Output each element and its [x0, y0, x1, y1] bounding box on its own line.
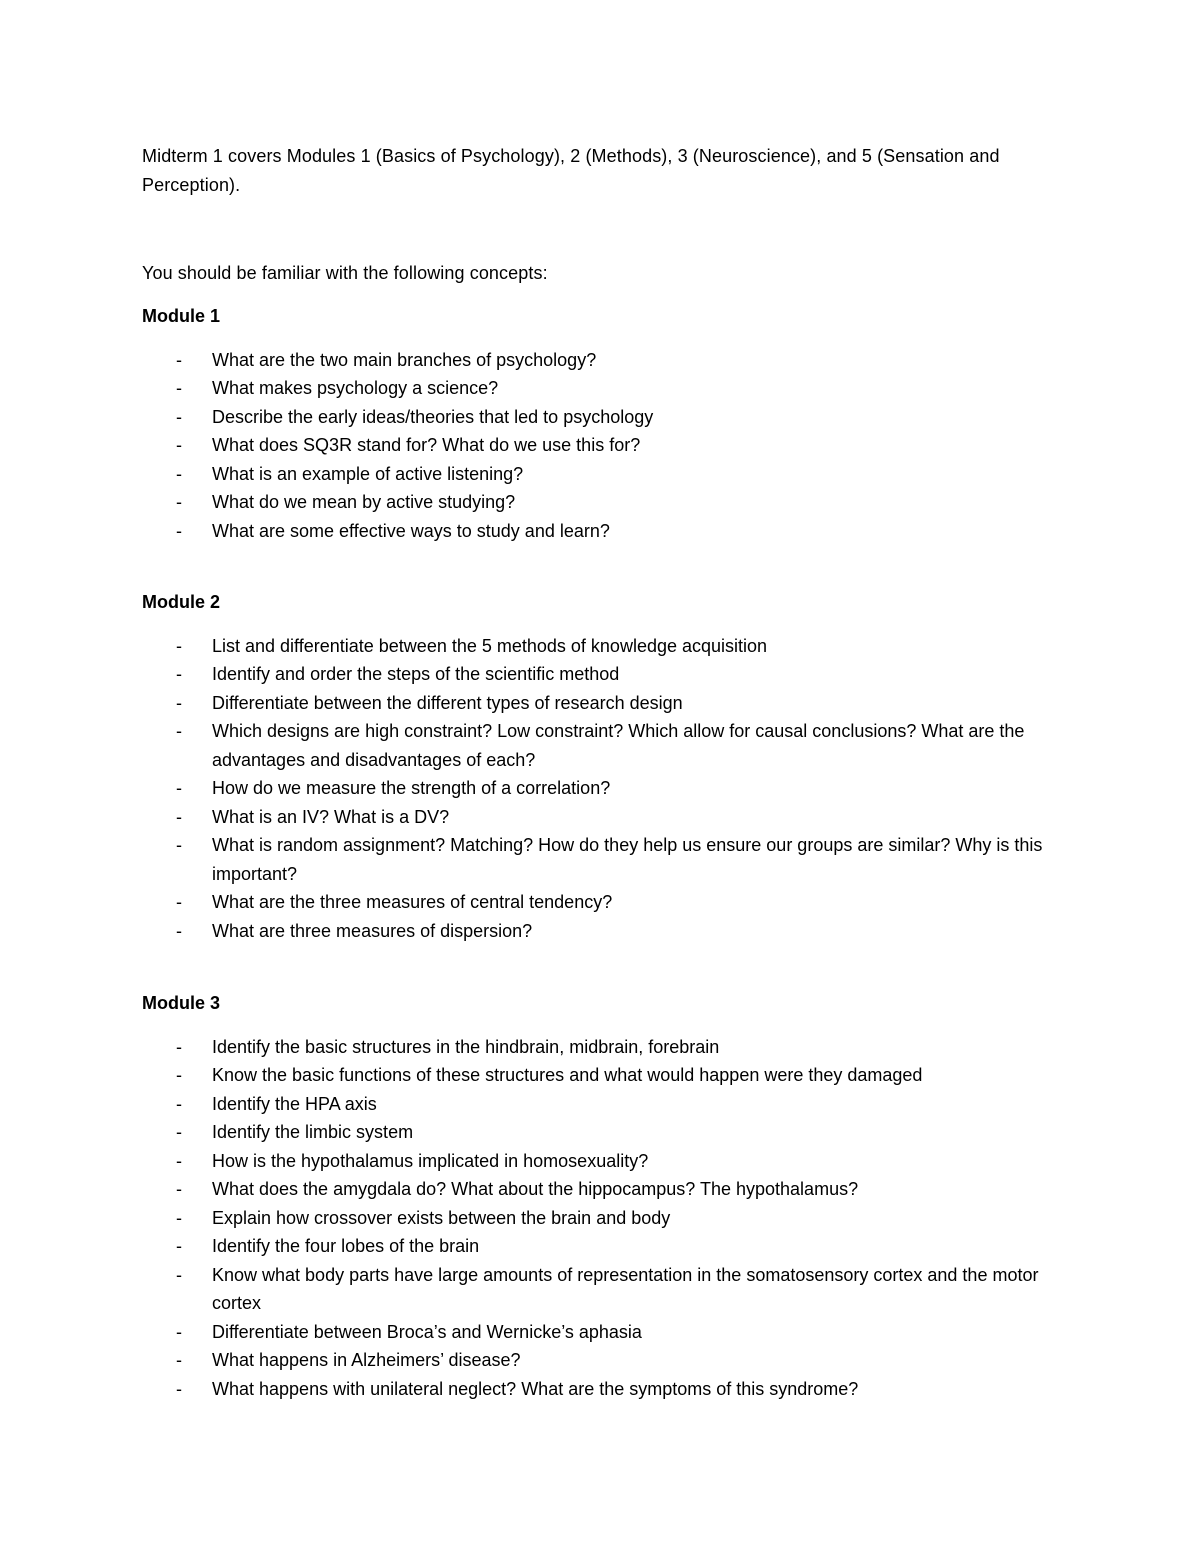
- list-item-text: Identify the basic structures in the hindbrain, midbrain, forebrain: [212, 1036, 720, 1057]
- list-item: [142, 917, 1062, 946]
- module-3-list: [142, 1033, 1062, 1404]
- list-item-text: What are the two main branches of psychology?: [212, 349, 597, 370]
- bullet-dash: -: [176, 1122, 182, 1142]
- list-item: [142, 1375, 1062, 1404]
- bullet-dash: -: [176, 435, 182, 455]
- list-item-text: How do we measure the strength of a correlation?: [212, 778, 611, 798]
- list-item: [142, 1118, 1062, 1147]
- list-item: [142, 1033, 1062, 1062]
- list-item: [142, 774, 1062, 803]
- list-item-text: Which designs are high constraint? Low constraint? Which allow for causal conclusions? What are the advantages and disadvantages of each?: [212, 721, 1025, 770]
- list-item: [142, 1147, 1062, 1176]
- list-item-text: What do we mean by active studying?: [212, 492, 516, 512]
- list-item: [142, 1175, 1062, 1204]
- module-3-section: [142, 989, 1062, 1403]
- module-1-heading: Module 1: [142, 306, 221, 326]
- bullet-dash: -: [176, 1350, 182, 1370]
- bullet-dash: -: [176, 835, 182, 855]
- list-item: [142, 374, 1062, 403]
- module-2-list: [142, 632, 1062, 946]
- list-item-text: What is random assignment? Matching? How do they help us ensure our groups are similar? Why is this important?: [212, 835, 1043, 884]
- list-item-text: How is the hypothalamus implicated in homosexuality?: [212, 1150, 649, 1171]
- bullet-dash: -: [176, 806, 182, 827]
- intro-paragraph: Midterm 1 covers Modules 1 (Basics of Psychology), 2 (Methods), 3 (Neuroscience), and 5 (Sensation and Perception).: [142, 146, 1000, 195]
- list-item: [142, 717, 1062, 774]
- list-item: [142, 517, 1062, 546]
- bullet-dash: -: [176, 664, 182, 684]
- bullet-dash: -: [176, 920, 182, 941]
- list-item: [142, 460, 1062, 489]
- bullet-dash: -: [176, 1207, 182, 1228]
- bullet-dash: -: [176, 1036, 182, 1057]
- module-2-section: [142, 588, 1062, 945]
- list-item: [142, 660, 1062, 689]
- bullet-dash: -: [176, 492, 182, 512]
- list-item: [142, 888, 1062, 917]
- list-item-text: What is an example of active listening?: [212, 463, 524, 484]
- list-item-text: Know the basic functions of these structures and what would happen were they damaged: [212, 1065, 923, 1085]
- list-item-text: What makes psychology a science?: [212, 378, 499, 398]
- list-item-text: What are three measures of dispersion?: [212, 920, 533, 941]
- list-item: [142, 431, 1062, 460]
- list-item: [142, 346, 1062, 375]
- bullet-dash: -: [176, 1236, 182, 1256]
- list-item-text: Identify the four lobes of the brain: [212, 1236, 480, 1256]
- list-item-text: Identify the HPA axis: [212, 1093, 377, 1114]
- bullet-dash: -: [176, 692, 182, 713]
- bullet-dash: -: [176, 1093, 182, 1114]
- list-item: [142, 1204, 1062, 1233]
- bullet-dash: -: [176, 721, 182, 741]
- bullet-dash: -: [176, 1179, 182, 1199]
- list-item-text: List and differentiate between the 5 methods of knowledge acquisition: [212, 635, 768, 656]
- module-2-heading: Module 2: [142, 592, 221, 612]
- module-3-heading: Module 3: [142, 993, 221, 1013]
- list-item: [142, 1261, 1062, 1318]
- list-item-text: What does the amygdala do? What about the hippocampus? The hypothalamus?: [212, 1179, 859, 1199]
- list-item-text: Identify and order the steps of the scientific method: [212, 664, 620, 684]
- list-item: [142, 488, 1062, 517]
- bullet-dash: -: [176, 892, 182, 912]
- bullet-dash: -: [176, 349, 182, 370]
- bullet-dash: -: [176, 1378, 182, 1399]
- list-item-text: What does SQ3R stand for? What do we use this for?: [212, 435, 641, 455]
- list-item-text: Differentiate between the different types of research design: [212, 692, 683, 713]
- module-1-section: [142, 302, 1062, 545]
- list-item: [142, 1090, 1062, 1119]
- list-item: [142, 1061, 1062, 1090]
- list-item: [142, 1232, 1062, 1261]
- list-item-text: What happens with unilateral neglect? What are the symptoms of this syndrome?: [212, 1378, 859, 1399]
- bullet-dash: -: [176, 778, 182, 798]
- list-item-text: Differentiate between Broca’s and Wernicke’s aphasia: [212, 1321, 642, 1342]
- list-item: [142, 689, 1062, 718]
- bullet-dash: -: [176, 406, 182, 427]
- concepts-line: You should be familiar with the following concepts:: [142, 263, 548, 283]
- bullet-dash: -: [176, 1321, 182, 1342]
- bullet-dash: -: [176, 1065, 182, 1085]
- bullet-dash: -: [176, 520, 182, 541]
- list-item-text: Explain how crossover exists between the brain and body: [212, 1207, 671, 1228]
- list-item-text: What is an IV? What is a DV?: [212, 806, 450, 827]
- bullet-dash: -: [176, 635, 182, 656]
- list-item-text: Describe the early ideas/theories that led to psychology: [212, 406, 654, 427]
- list-item-text: What are some effective ways to study and learn?: [212, 520, 610, 541]
- bullet-dash: -: [176, 1264, 182, 1285]
- list-item: [142, 803, 1062, 832]
- list-item: [142, 831, 1062, 888]
- list-item: [142, 1346, 1062, 1375]
- bullet-dash: -: [176, 378, 182, 398]
- list-item: [142, 1318, 1062, 1347]
- bullet-dash: -: [176, 1150, 182, 1171]
- list-item: [142, 403, 1062, 432]
- list-item-text: Know what body parts have large amounts of representation in the somatosensory cortex and the motor cortex: [212, 1264, 1039, 1313]
- bullet-dash: -: [176, 463, 182, 484]
- list-item-text: Identify the limbic system: [212, 1122, 414, 1142]
- list-item-text: What happens in Alzheimers’ disease?: [212, 1350, 521, 1370]
- list-item-text: What are the three measures of central tendency?: [212, 892, 613, 912]
- module-1-list: [142, 346, 1062, 546]
- list-item: [142, 632, 1062, 661]
